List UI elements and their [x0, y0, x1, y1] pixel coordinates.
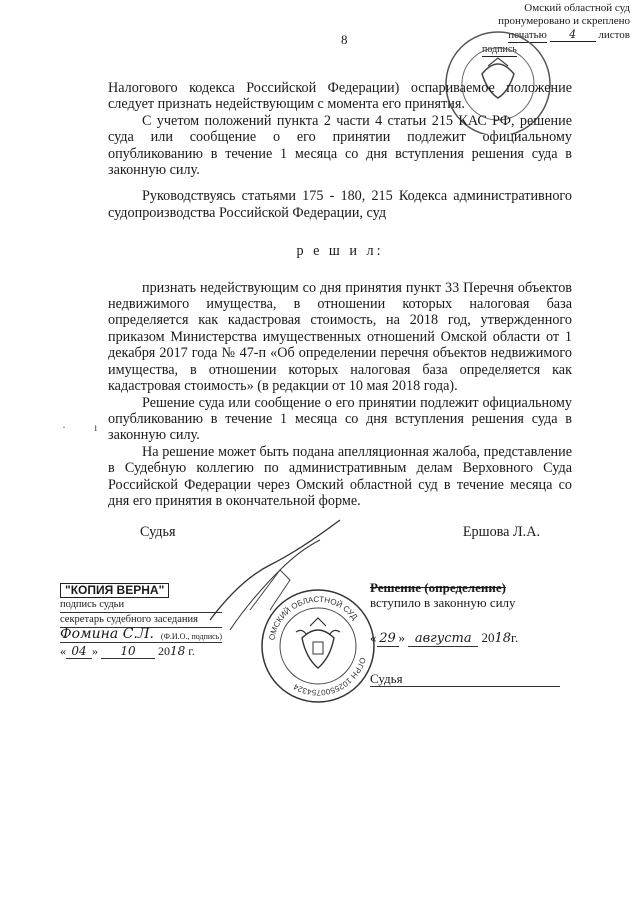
paragraph-continuation: Налогового кодекса Российской Федерации) оспариваемое положение следует признать недействующим с момента его принятия. — [108, 80, 572, 113]
legal-judge-label: Судья — [370, 671, 403, 686]
decision-paragraph-2: Решение суда или сообщение о его принятии подлежит официальному опубликованию в течение 1 месяца со дня вступления решения суда в законную силу. — [108, 394, 572, 444]
copy-secretary: секретарь судебного заседания — [60, 613, 222, 628]
seal-text-bottom: ОГРН 1025500754324 — [291, 656, 368, 698]
copy-year-unit: г. — [188, 644, 195, 658]
stamp-numbered: пронумеровано и скреплено — [498, 15, 630, 27]
legal-title: Решение (определение) — [370, 580, 506, 595]
legal-subtitle: вступило в законную силу — [370, 595, 516, 610]
svg-text:ОМСКИЙ ОБЛАСТНОЙ СУД — [267, 595, 359, 641]
copy-year-suffix: 18 — [170, 644, 186, 658]
legal-month: августа — [408, 631, 478, 647]
decision-heading: р е ш и л: — [296, 243, 384, 260]
seal-text-top: ОМСКИЙ ОБЛАСТНОЙ СУД — [267, 594, 360, 641]
copy-month: 10 — [101, 645, 155, 659]
copy-stamp — [60, 583, 222, 665]
copy-year-prefix: 20 — [158, 644, 170, 658]
decision-paragraph-1: признать недействующим со дня принятия пункт 33 Перечня объектов недвижимого имущества, в отношении которых налоговая база определяется как кадастровая стоимость, на 2018 год, утвержденного приказом Министерства имущественных отношений Омской области от 1 декабря 2017 года № 47-п «Об определении перечня объектов недвижимого имущества, в отношении которых налоговая база определяется как кадастровая стоимость» (в редакции от 10 мая 2018 года). — [108, 279, 572, 395]
copy-stamp-title: "КОПИЯ ВЕРНА" — [60, 583, 169, 598]
copy-date — [60, 645, 222, 659]
legal-date: « 29 » августа 2018г. — [370, 630, 519, 646]
judge-name: Ершова Л.А. — [462, 524, 540, 540]
legal-judge-line — [370, 671, 560, 687]
decision-paragraph-3: На решение может быть подана апелляционная жалоба, представление в Судебную коллегию по административным делам Верховного Суда Российской Федерации через Омский областной суд в течение месяца со дня его принятия в окончательной форме. — [108, 443, 572, 509]
copy-judge-signature: подпись судьи — [60, 598, 222, 613]
stamp-signature-label: подпись — [482, 44, 517, 55]
legal-year-unit: г. — [511, 630, 519, 645]
copy-date-close: » — [92, 644, 98, 658]
stamp-sheets-unit: листов — [598, 29, 630, 41]
margin-mark: · — [62, 420, 66, 434]
judge-label: Судья — [140, 524, 176, 540]
copy-fio-hint: (Ф.И.О., подпись) — [160, 632, 222, 641]
stamp-seal-label: печатью — [508, 29, 547, 41]
legal-day: 29 — [377, 631, 399, 647]
copy-handwritten-name: Фомина С.Л. — [60, 626, 154, 642]
stamp-sheet-count: 4 — [550, 28, 596, 42]
paragraph-kas: С учетом положений пункта 2 части 4 статьи 215 КАС РФ, решение суда или сообщение о его принятии подлежит официальному опубликованию в течение 1 месяца со дня вступления решения суда в законную силу. — [108, 112, 572, 179]
stamp-court-name: Омский областной суд — [524, 2, 630, 14]
court-seal-icon — [258, 586, 378, 706]
margin-mark: ı — [94, 420, 98, 434]
page-number: 8 — [341, 32, 348, 47]
legal-force-stamp — [370, 580, 570, 687]
copy-date-open: « — [60, 644, 66, 658]
copy-day: 04 — [66, 645, 92, 659]
document-body — [108, 80, 572, 509]
copy-name-line — [60, 628, 222, 643]
legal-year-suffix: 18 — [494, 631, 512, 646]
paragraph-guided: Руководствуясь статьями 175 - 180, 215 Кодекса административного судопроизводства Российской Федерации, суд — [108, 188, 572, 221]
svg-text:ОГРН 1025500754324 — [291, 656, 367, 697]
legal-year-prefix: 20 — [481, 630, 495, 645]
